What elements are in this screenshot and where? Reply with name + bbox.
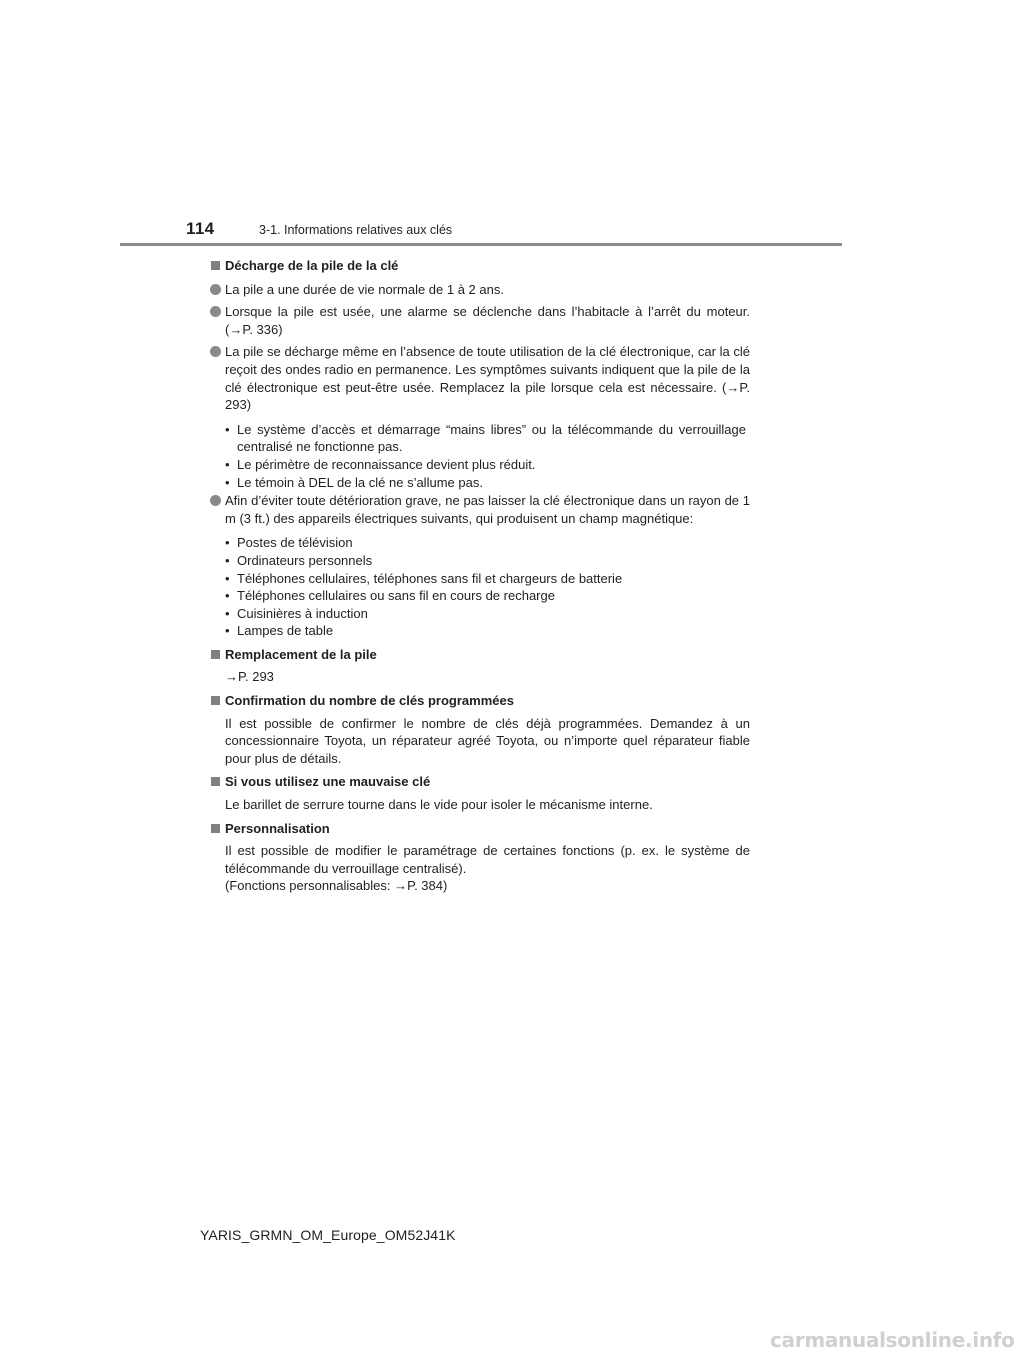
sub-bullet-icon: • xyxy=(225,570,230,586)
square-icon xyxy=(211,777,220,786)
sub-bullet-icon: • xyxy=(225,535,230,551)
circle-bullet-icon xyxy=(210,495,221,506)
square-icon xyxy=(211,261,220,270)
header-rule xyxy=(120,243,842,246)
paragraph: Il est possible de confirmer le nombre de clés déjà programmées. Demandez à un concessionnaire Toyota, un réparateur agréé Toyota, ou n’importe quel réparateur fiable pour plus de détails. xyxy=(225,715,750,766)
sub-list-item xyxy=(225,587,746,605)
heading-customization xyxy=(210,820,750,838)
circle-bullet-icon xyxy=(210,306,221,317)
sub-item-text: Le périmètre de reconnaissance devient plus réduit. xyxy=(237,456,536,472)
sub-list-item xyxy=(225,421,746,456)
heading-battery-replacement xyxy=(210,646,750,664)
section-title: 3-1. Informations relatives aux clés xyxy=(259,223,453,237)
paragraph-line: Il est possible de modifier le paramétrage de certaines fonctions (p. ex. le système de télécommande du verrouillage centralisé). xyxy=(225,843,750,876)
heading-text: Si vous utilisez une mauvaise clé xyxy=(225,774,431,790)
square-icon xyxy=(211,824,220,833)
bullet-text: Afin d’éviter toute détérioration grave, ne pas laisser la clé électronique dans un rayon de 1 m (3 ft.) des appareils électriques suivants, qui produisent un champ magnétique: xyxy=(225,493,750,526)
paragraph: Le barillet de serrure tourne dans le vide pour isoler le mécanisme interne. xyxy=(225,797,653,813)
heading-text: Remplacement de la pile xyxy=(225,646,377,662)
bullet-item xyxy=(210,281,750,299)
sub-item-text: Le système d’accès et démarrage “mains libres” ou la télécommande du verrouillage centralisé ne fonctionne pas. xyxy=(237,421,746,455)
heading-text: Personnalisation xyxy=(225,820,330,836)
sub-item-text: Ordinateurs personnels xyxy=(237,552,373,568)
sub-item-text: Postes de télévision xyxy=(237,535,353,551)
circle-bullet-icon xyxy=(210,346,221,357)
sub-list-item xyxy=(225,605,746,623)
sub-bullet-icon: • xyxy=(225,588,230,604)
bullet-text: La pile se décharge même en l’absence de toute utilisation de la clé électronique, car la clé reçoit des ondes radio en permanence. Les symptômes suivants indiquent que la pile de la clé électronique est peut-être usée. Remplacez la pile lorsque cela est nécessaire. (→P. 293) xyxy=(225,344,750,413)
sub-item-text: Cuisinières à induction xyxy=(237,605,368,621)
heading-text: Confirmation du nombre de clés programmées xyxy=(225,693,514,709)
sub-bullet-icon: • xyxy=(225,421,230,437)
bullet-item xyxy=(210,343,750,413)
sub-bullet-icon: • xyxy=(225,552,230,568)
sub-bullet-icon: • xyxy=(225,623,230,639)
bullet-text: Lorsque la pile est usée, une alarme se déclenche dans l’habitacle à l’arrêt du moteur. (→P. 336) xyxy=(225,304,750,337)
sub-bullet-icon: • xyxy=(225,474,230,490)
heading-wrong-key xyxy=(210,773,750,791)
bullet-item xyxy=(210,303,750,338)
heading-text: Décharge de la pile de la clé xyxy=(225,258,399,273)
sub-bullet-icon: • xyxy=(225,605,230,621)
sub-item-text: Téléphones cellulaires ou sans fil en cours de recharge xyxy=(237,588,555,604)
sub-bullet-icon: • xyxy=(225,456,230,472)
paragraph xyxy=(210,842,750,895)
sub-list-item xyxy=(225,622,746,640)
watermark xyxy=(770,1328,1015,1352)
sub-list-item xyxy=(225,552,746,570)
sub-item-text: Lampes de table xyxy=(237,623,334,639)
page-content xyxy=(210,254,750,895)
document-id: YARIS_GRMN_OM_Europe_OM52J41K xyxy=(200,1227,456,1243)
page-number: 114 xyxy=(186,219,215,238)
heading-battery-discharge xyxy=(210,257,750,275)
sub-list xyxy=(210,534,750,640)
sub-item-text: Téléphones cellulaires, téléphones sans fil et chargeurs de batterie xyxy=(237,570,623,586)
circle-bullet-icon xyxy=(210,284,221,295)
sub-item-text: Le témoin à DEL de la clé ne s’allume pas. xyxy=(237,474,483,490)
sub-list-item xyxy=(225,570,746,588)
sub-list-item xyxy=(225,474,746,492)
sub-list-item xyxy=(225,456,746,474)
square-icon xyxy=(211,696,220,705)
square-icon xyxy=(211,650,220,659)
watermark-text: carmanualsonline.info xyxy=(770,1328,1015,1352)
heading-key-confirmation xyxy=(210,692,750,710)
sub-list xyxy=(210,421,750,491)
bullet-text: La pile a une durée de vie normale de 1 à 2 ans. xyxy=(225,281,504,297)
paragraph-line: (Fonctions personnalisables: →P. 384) xyxy=(225,878,448,894)
paragraph: →P. 293 xyxy=(225,669,274,685)
bullet-item xyxy=(210,492,750,527)
sub-list-item xyxy=(225,534,746,552)
